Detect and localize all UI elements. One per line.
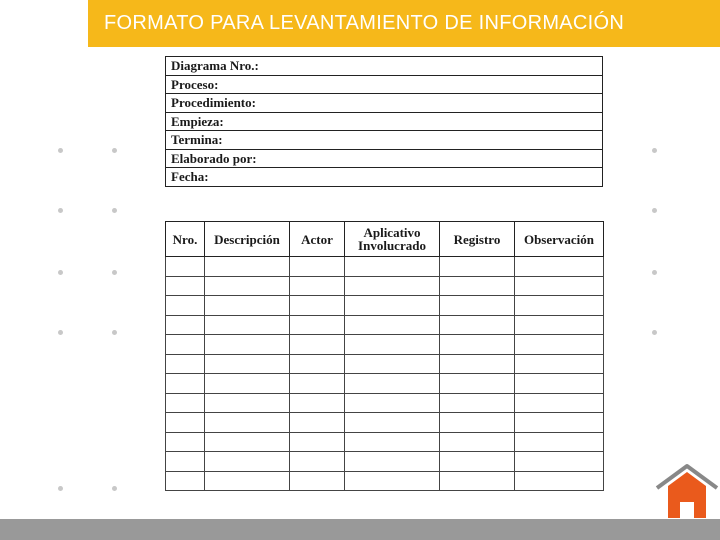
table-cell: [345, 432, 440, 452]
table-cell: [440, 413, 515, 433]
form-row-starts: [166, 112, 603, 131]
decor-dot: [112, 270, 117, 275]
table-cell: [166, 354, 205, 374]
table-cell: [205, 315, 290, 335]
table-cell: [345, 374, 440, 394]
form-row-diagram: [166, 57, 603, 76]
table-cell: [515, 276, 604, 296]
table-row: [166, 354, 604, 374]
table-cell: [515, 471, 604, 491]
table-row: [166, 315, 604, 335]
table-cell: [166, 413, 205, 433]
title-bar: [88, 0, 720, 47]
column-header-actor: Actor: [290, 222, 345, 257]
form-row-ends: [166, 131, 603, 150]
column-header-record: Registro: [440, 222, 515, 257]
table-cell: [440, 393, 515, 413]
table-cell: [440, 296, 515, 316]
decor-dot: [112, 208, 117, 213]
table-row: [166, 471, 604, 491]
table-row: [166, 335, 604, 355]
table-cell: [166, 374, 205, 394]
table-cell: [290, 276, 345, 296]
table-row: [166, 257, 604, 277]
activity-table: [165, 221, 604, 491]
table-row: [166, 374, 604, 394]
decor-dot: [112, 330, 117, 335]
decor-dot: [58, 486, 63, 491]
table-cell: [166, 296, 205, 316]
decor-dot: [58, 208, 63, 213]
table-cell: [345, 315, 440, 335]
decor-dot: [58, 270, 63, 275]
table-cell: [290, 335, 345, 355]
decor-dot: [58, 148, 63, 153]
table-cell: [205, 432, 290, 452]
table-cell: [345, 335, 440, 355]
table-cell: [205, 452, 290, 472]
column-header-description: Descripción: [205, 222, 290, 257]
decor-dot: [112, 148, 117, 153]
table-cell: [290, 413, 345, 433]
table-body: [166, 257, 604, 491]
table-cell: [166, 276, 205, 296]
field-label: Proceso:: [166, 75, 603, 94]
table-cell: [290, 393, 345, 413]
table-cell: [345, 471, 440, 491]
form-row-author: [166, 149, 603, 168]
field-label: Elaborado por:: [166, 149, 603, 168]
decor-dot: [652, 208, 657, 213]
column-header-observation: Observación: [515, 222, 604, 257]
table-cell: [290, 257, 345, 277]
column-header-number: Nro.: [166, 222, 205, 257]
table-cell: [515, 452, 604, 472]
table-cell: [515, 296, 604, 316]
table-cell: [290, 296, 345, 316]
table-cell: [515, 257, 604, 277]
table-cell: [290, 315, 345, 335]
table-row: [166, 296, 604, 316]
field-label: Diagrama Nro.:: [166, 57, 603, 76]
table-cell: [166, 315, 205, 335]
page-title: FORMATO PARA LEVANTAMIENTO DE INFORMACIÓN: [104, 12, 625, 34]
table-cell: [345, 296, 440, 316]
table-cell: [440, 471, 515, 491]
table-cell: [440, 374, 515, 394]
table-cell: [345, 452, 440, 472]
table-cell: [515, 354, 604, 374]
table-cell: [440, 335, 515, 355]
table-cell: [515, 413, 604, 433]
field-label: Termina:: [166, 131, 603, 150]
table-cell: [205, 393, 290, 413]
table-cell: [166, 432, 205, 452]
table-cell: [345, 276, 440, 296]
decor-dot: [652, 270, 657, 275]
table-cell: [290, 452, 345, 472]
table-cell: [205, 471, 290, 491]
table-header-row: [166, 222, 604, 257]
form-row-date: [166, 168, 603, 187]
home-icon[interactable]: [654, 462, 720, 520]
table-row: [166, 276, 604, 296]
table-row: [166, 393, 604, 413]
table-cell: [205, 296, 290, 316]
table-cell: [345, 354, 440, 374]
table-cell: [166, 471, 205, 491]
form-row-procedure: [166, 94, 603, 113]
table-cell: [166, 335, 205, 355]
table-cell: [166, 257, 205, 277]
table-cell: [290, 374, 345, 394]
table-row: [166, 452, 604, 472]
table-row: [166, 413, 604, 433]
decor-dot: [652, 330, 657, 335]
footer-bar: [0, 519, 720, 540]
table-cell: [205, 374, 290, 394]
table-cell: [205, 276, 290, 296]
table-cell: [440, 257, 515, 277]
table-cell: [205, 257, 290, 277]
decor-dot: [112, 486, 117, 491]
decor-dot: [58, 330, 63, 335]
table-cell: [345, 393, 440, 413]
decor-dot: [652, 148, 657, 153]
table-cell: [205, 354, 290, 374]
table-cell: [205, 335, 290, 355]
table-cell: [515, 315, 604, 335]
table-cell: [440, 315, 515, 335]
table-cell: [515, 432, 604, 452]
table-cell: [290, 471, 345, 491]
table-row: [166, 432, 604, 452]
table-cell: [290, 354, 345, 374]
field-label: Procedimiento:: [166, 94, 603, 113]
table-cell: [515, 335, 604, 355]
table-cell: [440, 276, 515, 296]
field-label: Fecha:: [166, 168, 603, 187]
table-cell: [440, 432, 515, 452]
table-cell: [166, 452, 205, 472]
table-cell: [440, 354, 515, 374]
column-header-application: Aplicativo Involucrado: [345, 222, 440, 257]
table-cell: [345, 413, 440, 433]
table-cell: [205, 413, 290, 433]
header-form: [165, 56, 603, 187]
form-row-process: [166, 75, 603, 94]
table-cell: [345, 257, 440, 277]
table-cell: [166, 393, 205, 413]
table-cell: [515, 393, 604, 413]
table-cell: [515, 374, 604, 394]
table-cell: [440, 452, 515, 472]
field-label: Empieza:: [166, 112, 603, 131]
table-cell: [290, 432, 345, 452]
